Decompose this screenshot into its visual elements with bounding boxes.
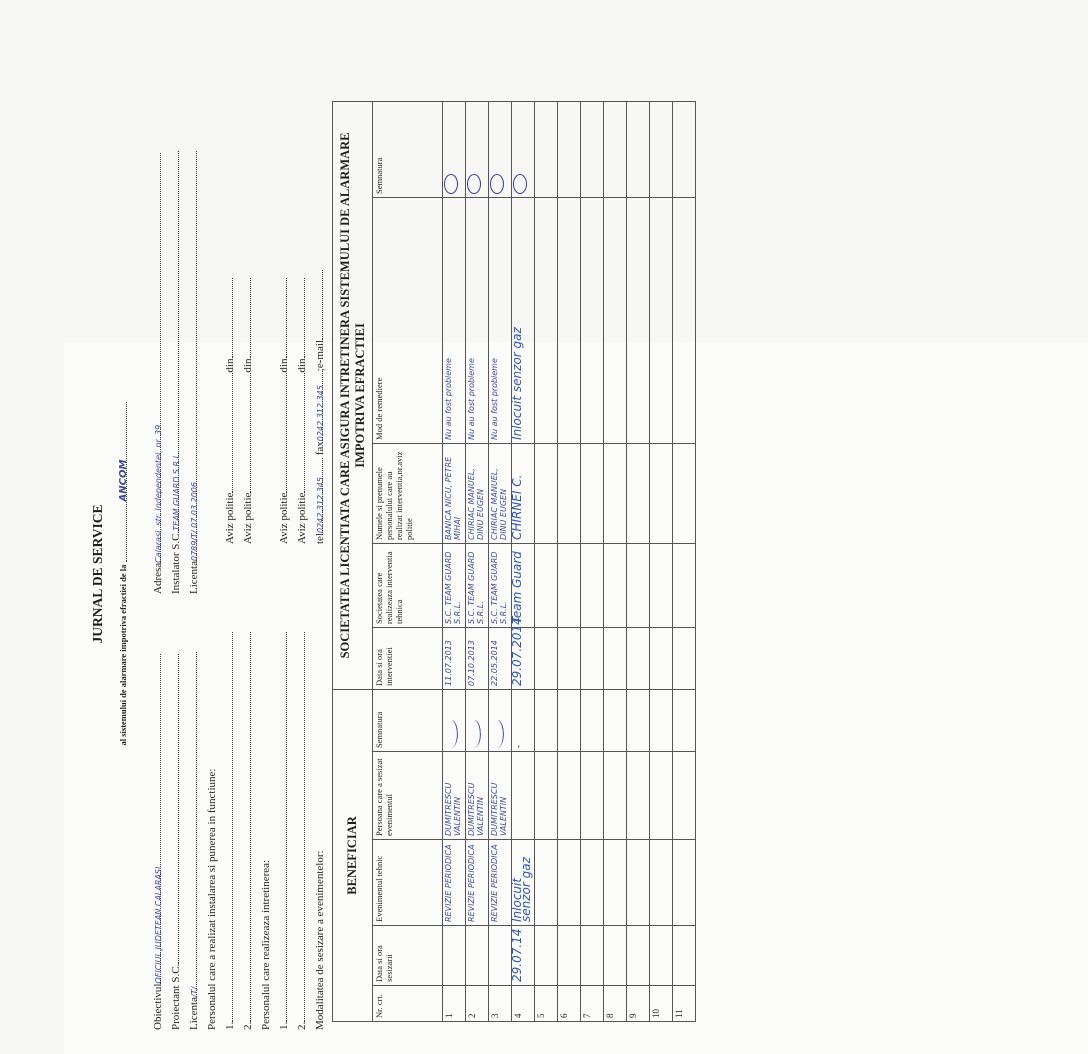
- instalator-label: Instalator S.C.: [170, 530, 182, 594]
- personal-intretinere-heading: Personalul care realizeaza intretinerea:: [260, 859, 272, 1030]
- aviz-field-4: [296, 373, 305, 493]
- cell-sig: [604, 101, 627, 197]
- cell-data-sesizarii: [673, 926, 696, 986]
- aviz-label-4: Aviz politie: [296, 492, 308, 544]
- cell-nr: 2: [466, 986, 489, 1022]
- handwritten-entry: Nu au fost probleme: [444, 358, 453, 440]
- cell-personal: [558, 443, 581, 543]
- tel-field: [314, 458, 323, 533]
- aviz-field-3: [278, 373, 287, 493]
- handwritten-entry: 11.07.2013: [444, 640, 453, 686]
- cell-personal: [512, 443, 535, 543]
- intretinere-item-1-number: 1.: [278, 1021, 290, 1030]
- handwritten-entry: REVIZIE PERIODICA: [444, 844, 453, 922]
- cell-data-sesizarii: [581, 926, 604, 986]
- cell-semn: [512, 689, 535, 751]
- cell-societate: [627, 543, 650, 627]
- cell-data-interventiei: [443, 627, 466, 689]
- cell-persoana: [558, 752, 581, 840]
- handwritten-entry: S.C. TEAM GUARD S.R.L.: [467, 551, 485, 624]
- column-header: Evenimentul tehnic: [373, 840, 443, 926]
- aviz-label-1: Aviz politie: [224, 492, 236, 544]
- instalator-field: [170, 151, 179, 531]
- cell-remediere: [673, 197, 696, 443]
- cell-persoana: [489, 752, 512, 840]
- group-beneficiar: BENEFICIAR: [333, 689, 373, 1021]
- signature-mark: [444, 174, 458, 194]
- instalare-item-2-number: 2.: [242, 1021, 254, 1030]
- handwritten-entry: DUMITRESCU VALENTIN: [490, 782, 508, 836]
- table-row: [581, 101, 604, 1021]
- cell-eveniment: [466, 840, 489, 926]
- cell-nr: 5: [535, 986, 558, 1022]
- cell-sig: [443, 101, 466, 197]
- intretinere-item-1-field: [278, 632, 287, 1022]
- cell-eveniment: [512, 840, 535, 926]
- proiectant-label: Proiectant S.C.: [170, 963, 182, 1030]
- cell-persoana: [466, 752, 489, 840]
- table-row: [604, 101, 627, 1021]
- column-header: Persoana care a sesizat evenimentul: [373, 752, 443, 840]
- din-label-4: din: [296, 358, 308, 373]
- cell-persoana: [627, 752, 650, 840]
- instalator-line: [170, 151, 182, 594]
- cell-personal: [650, 443, 673, 543]
- cell-data-interventiei: [581, 627, 604, 689]
- tel-label: tel: [314, 533, 326, 544]
- din-field-1: [224, 279, 233, 359]
- aviz-label-3: Aviz politie: [278, 492, 290, 544]
- cell-personal: [466, 443, 489, 543]
- cell-data-interventiei: [604, 627, 627, 689]
- handwritten-entry: 07.10.2013: [467, 640, 476, 686]
- handwritten-entry: 29.07.2014: [510, 617, 524, 686]
- cell-semn: [627, 689, 650, 751]
- instalare-item-1-field: [224, 632, 233, 1022]
- cell-sig: [581, 101, 604, 197]
- obiectivul-label: Obiectivul: [152, 983, 164, 1030]
- cell-sig: [512, 101, 535, 197]
- cell-eveniment: [604, 840, 627, 926]
- instalare-item-1-number: 1.: [224, 1021, 236, 1030]
- adresa-label: Adresa: [152, 562, 164, 594]
- proiectant-field: [170, 654, 179, 964]
- handwritten-entry: BANICA NICU, PETRE MIHAI: [444, 456, 462, 540]
- din-field-2: [242, 279, 251, 359]
- cell-personal: [489, 443, 512, 543]
- handwritten-entry: S.C. TEAM GUARD S.R.L.: [444, 551, 462, 624]
- intretinere-item-1: [278, 632, 290, 1030]
- cell-societate: [673, 543, 696, 627]
- cell-societate: [604, 543, 627, 627]
- cell-remediere: [535, 197, 558, 443]
- signature-mark: [490, 174, 504, 194]
- cell-sig: [466, 101, 489, 197]
- cell-eveniment: [673, 840, 696, 926]
- table-row: [650, 101, 673, 1021]
- instalare-item-2: [242, 632, 254, 1030]
- cell-remediere: [466, 197, 489, 443]
- din-label-3: din: [278, 358, 290, 373]
- handwritten-entry: Team Guard: [510, 551, 524, 624]
- cell-personal: [535, 443, 558, 543]
- cell-personal: [627, 443, 650, 543]
- instalare-item-1: [224, 632, 236, 1030]
- cell-personal: [443, 443, 466, 543]
- cell-remediere: [512, 197, 535, 443]
- cell-eveniment: [581, 840, 604, 926]
- cell-data-interventiei: [558, 627, 581, 689]
- cell-societate: [535, 543, 558, 627]
- cell-sig: [489, 101, 512, 197]
- licenta2-value: 0789/T/ 07.03.2006: [190, 482, 199, 562]
- handwritten-entry: DUMITRESCU VALENTIN: [467, 782, 485, 836]
- cell-data-interventiei: [627, 627, 650, 689]
- signature-mark: [513, 174, 527, 194]
- cell-nr: 9: [627, 986, 650, 1022]
- table-row: [673, 101, 696, 1021]
- cell-persoana: [535, 752, 558, 840]
- cell-sig: [558, 101, 581, 197]
- handwritten-entry: Inlocuit senzor gaz: [510, 857, 533, 922]
- fax-value: 0242.312.345: [316, 385, 325, 442]
- column-header: Data si ora sesizarii: [373, 926, 443, 986]
- column-header: Nr. crt.: [373, 986, 443, 1022]
- cell-semn: [673, 689, 696, 751]
- intretinere-item-2-number: 2.: [296, 1021, 308, 1030]
- cell-societate: [558, 543, 581, 627]
- handwritten-entry: REVIZIE PERIODICA: [467, 844, 476, 922]
- cell-data-interventiei: [535, 627, 558, 689]
- fax-label: fax: [314, 441, 326, 456]
- cell-data-sesizarii: [535, 926, 558, 986]
- licenta1-label: Licenta: [188, 997, 200, 1030]
- handwritten-entry: DUMITRESCU VALENTIN: [444, 782, 462, 836]
- signature-mark: [467, 174, 481, 194]
- instalator-value: TEAM GUARD S.R.L.: [172, 451, 181, 531]
- table-row: [558, 101, 581, 1021]
- licenta1-value: /T/: [190, 986, 199, 998]
- cell-personal: [673, 443, 696, 543]
- cell-data-sesizarii: [443, 926, 466, 986]
- handwritten-entry: Nu au fost probleme: [467, 358, 476, 440]
- cell-remediere: [581, 197, 604, 443]
- cell-semn: [650, 689, 673, 751]
- cell-data-interventiei: [510, 617, 535, 689]
- adresa-field: [152, 153, 161, 563]
- table-row: [535, 101, 558, 1021]
- aviz-label-2: Aviz politie: [242, 492, 254, 544]
- cell-semn: [466, 689, 489, 751]
- obiectivul-line: [152, 654, 164, 1030]
- cell-societate: [581, 543, 604, 627]
- signature-text: -: [513, 745, 523, 748]
- cell-societate: [443, 543, 466, 627]
- cell-data-sesizarii: [627, 926, 650, 986]
- table-row: [489, 101, 512, 1021]
- din-label-1: din: [224, 358, 236, 373]
- cell-eveniment: [443, 840, 466, 926]
- cell-sig: [673, 101, 696, 197]
- column-header: Data si ora interventiei: [373, 627, 443, 689]
- column-header: Societatea care realizeaza interventia tehnica: [373, 543, 443, 627]
- cell-data-interventiei: [673, 627, 696, 689]
- licenta2-field: [188, 151, 197, 561]
- handwritten-entry: Inlocuit senzor gaz: [510, 327, 524, 440]
- cell-semn: [489, 689, 512, 751]
- cell-persoana: [512, 752, 535, 840]
- cell-remediere: [627, 197, 650, 443]
- cell-remediere: [489, 197, 512, 443]
- cell-sig: [627, 101, 650, 197]
- cell-data-interventiei: [489, 627, 512, 689]
- service-log-table: [332, 101, 696, 1022]
- cell-remediere: [443, 197, 466, 443]
- handwritten-entry: 29.07.14: [510, 928, 524, 982]
- handwritten-entry: CHIRIAC MANUEL, DINU EUGEN: [490, 468, 508, 540]
- cell-persoana: [581, 752, 604, 840]
- cell-nr: 11: [673, 986, 696, 1022]
- handwritten-entry: S.C. TEAM GUARD S.R.L.: [490, 551, 508, 624]
- aviz-line-1: [224, 279, 236, 545]
- cell-data-sesizarii: [512, 926, 535, 986]
- signature-mark: [466, 719, 483, 748]
- subtitle-text: al sistemului de alarmare impotriva efractiei de la: [118, 564, 128, 746]
- handwritten-entry: Nu au fost probleme: [490, 358, 499, 440]
- cell-nr: 3: [489, 986, 512, 1022]
- document-subtitle: [118, 94, 128, 1054]
- cell-data-interventiei: [466, 627, 489, 689]
- cell-nr: 10: [650, 986, 673, 1022]
- cell-societate: [512, 543, 535, 627]
- handwritten-entry: CHIRIAC MANUEL, DINU EUGEN: [467, 468, 485, 540]
- table-row: [627, 101, 650, 1021]
- licenta1-line: [188, 652, 200, 1030]
- table-row: [466, 101, 489, 1021]
- cell-eveniment: [489, 840, 512, 926]
- cell-persoana: [650, 752, 673, 840]
- intretinere-item-2-field: [296, 632, 305, 1022]
- column-header: Mod de remediere: [373, 197, 443, 443]
- obiectivul-field: [152, 654, 161, 984]
- cell-personal: [581, 443, 604, 543]
- cell-persoana: [604, 752, 627, 840]
- cell-nr: 7: [581, 986, 604, 1022]
- cell-semn: [558, 689, 581, 751]
- modalitatea-label: Modalitatea de sesizare a evenimentelor:: [314, 850, 326, 1030]
- cell-remediere: [558, 197, 581, 443]
- cell-eveniment: [627, 840, 650, 926]
- cell-personal: [604, 443, 627, 543]
- email-field: [314, 270, 323, 340]
- signature-mark: [443, 719, 460, 748]
- cell-semn: [443, 689, 466, 751]
- aviz-field-1: [224, 373, 233, 493]
- cell-data-sesizarii: [650, 926, 673, 986]
- column-header: Semnatura: [373, 689, 443, 751]
- column-header: Semnatura: [373, 101, 443, 197]
- cell-societate: [650, 543, 673, 627]
- cell-data-interventiei: [650, 627, 673, 689]
- adresa-line: [152, 153, 164, 594]
- group-societate: SOCIETATEA LICENTIATA CARE ASIGURA INTRETINERA SISTEMULUI DE ALARMARE IMPOTRIVA EFRACTIEI: [333, 101, 373, 689]
- intretinere-item-2: [296, 632, 308, 1030]
- cell-nr: 6: [558, 986, 581, 1022]
- cell-sig: [535, 101, 558, 197]
- proiectant-line: [170, 654, 182, 1030]
- cell-nr: 1: [443, 986, 466, 1022]
- cell-societate: [489, 543, 512, 627]
- cell-eveniment: [650, 840, 673, 926]
- subtitle-field: [118, 402, 127, 562]
- cell-data-sesizarii: [466, 926, 489, 986]
- aviz-field-2: [242, 373, 251, 493]
- contact-line: [314, 270, 326, 544]
- signature-mark: [489, 719, 506, 748]
- aviz-line-2: [242, 279, 254, 545]
- document-header: [64, 94, 354, 1054]
- cell-sig: [650, 101, 673, 197]
- cell-nr: 8: [604, 986, 627, 1022]
- cell-semn: [604, 689, 627, 751]
- obiectivul-value: OFICIUL JUDETEAN CALARASI: [154, 866, 163, 984]
- column-header: Numele si prenumele personalului care au realizat interventia,nr.aviz politie: [373, 443, 443, 543]
- adresa-value: Calarasi, str. Independentei, nr. 39: [154, 424, 163, 563]
- service-journal-sheet: [64, 132, 1088, 1054]
- cell-semn: [535, 689, 558, 751]
- licenta2-label: Licenta: [188, 561, 200, 594]
- personal-instalare-heading: Personalul care a realizat instalarea si punerea in functiune:: [206, 768, 218, 1030]
- licenta1-field: [188, 652, 197, 997]
- din-field-3: [278, 279, 287, 359]
- cell-semn: [581, 689, 604, 751]
- cell-societate: [466, 543, 489, 627]
- email-label: ;e-mail: [314, 340, 326, 372]
- cell-nr: 4: [512, 986, 535, 1022]
- column-header-row: [373, 101, 443, 1021]
- table-body: [443, 101, 696, 1021]
- cell-remediere: [604, 197, 627, 443]
- handwritten-entry: CHIRNEI C.: [510, 474, 524, 540]
- instalare-item-2-field: [242, 632, 251, 1022]
- aviz-line-3: [278, 279, 290, 545]
- tel-value: 0242.312.345: [316, 477, 325, 533]
- table-row: [443, 101, 466, 1021]
- subtitle-value: ANCOM: [118, 459, 129, 502]
- aviz-line-4: [296, 279, 308, 545]
- table-row: [512, 101, 535, 1021]
- din-label-2: din: [242, 358, 254, 373]
- cell-remediere: [650, 197, 673, 443]
- cell-eveniment: [535, 840, 558, 926]
- fax-field: [314, 371, 323, 441]
- cell-data-sesizarii: [558, 926, 581, 986]
- licenta2-line: [188, 151, 200, 594]
- cell-data-sesizarii: [489, 926, 512, 986]
- cell-eveniment: [558, 840, 581, 926]
- handwritten-entry: REVIZIE PERIODICA: [490, 844, 499, 922]
- handwritten-entry: 22.05.2014: [490, 640, 499, 686]
- cell-data-sesizarii: [604, 926, 627, 986]
- cell-persoana: [443, 752, 466, 840]
- document-title: JURNAL DE SERVICE: [90, 504, 105, 644]
- cell-persoana: [673, 752, 696, 840]
- din-field-4: [296, 279, 305, 359]
